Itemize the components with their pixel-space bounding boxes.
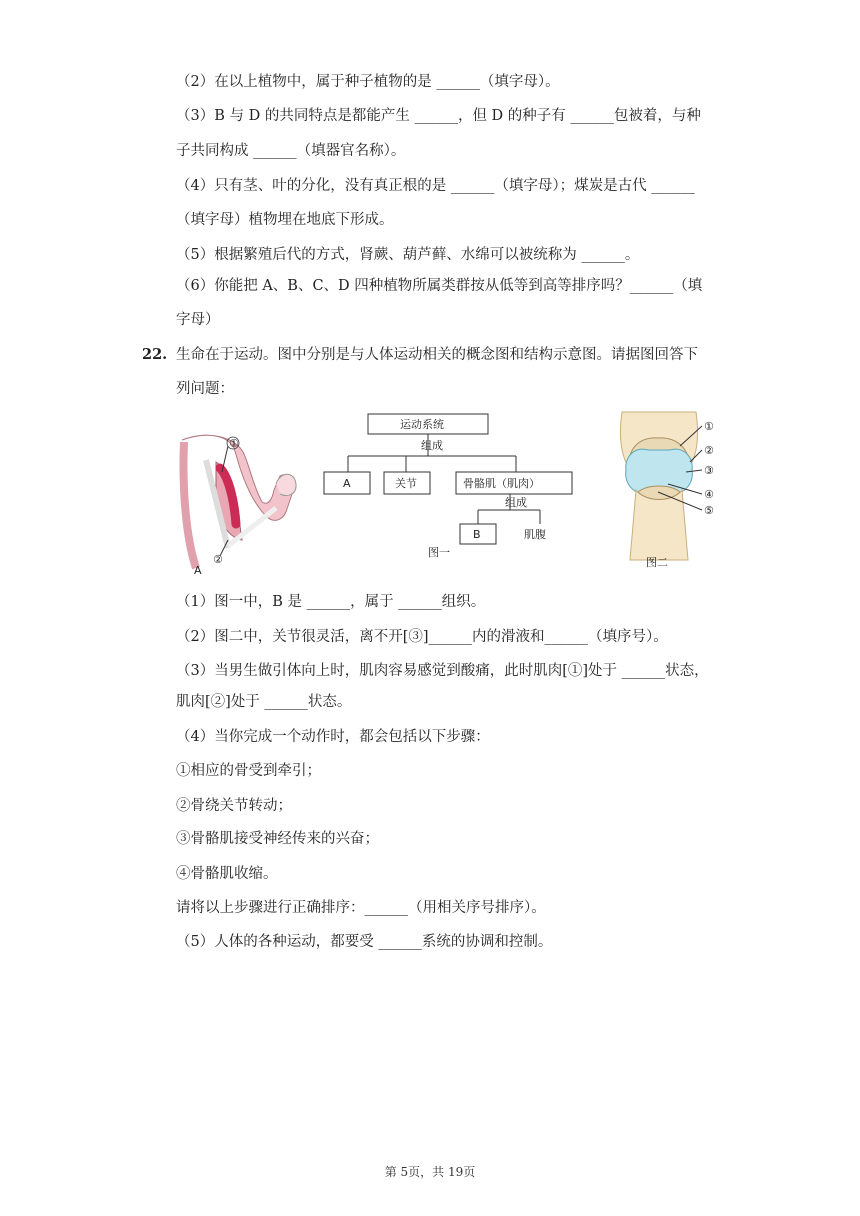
q22-line-2: （2）图二中，关节很灵活，离不开[③]______内的滑液和______（填序号）。 [176, 629, 668, 645]
node-muscle-belly: 肌腹 [524, 528, 546, 541]
q21-line-5: （5）根据繁殖后代的方式，肾蕨、葫芦藓、水绵可以被统称为 ______。 [176, 247, 640, 263]
q21-line-6a: （6）你能把 A、B、C、D 四种植物所属类群按从低等到高等排序吗？______（填 [176, 278, 703, 294]
figure-1-caption: 图一 [428, 546, 450, 559]
joint-mark-5: ⑤ [704, 504, 714, 517]
q22-step-2: ②骨绕关节转动； [176, 798, 292, 814]
q21-line-6b: 字母） [176, 312, 220, 328]
q21-line-4a: （4）只有茎、叶的分化，没有真正根的是 ______（填字母）；煤炭是古代 ______ [176, 178, 695, 194]
node-skeletal-muscle: 骨骼肌（肌肉） [463, 477, 540, 490]
q22-step-1: ①相应的骨受到牵引； [176, 763, 321, 779]
joint-mark-4: ④ [704, 488, 714, 501]
figure-1-concept-map [320, 410, 590, 560]
q22-line-1: （1）图一中，B 是 ______，属于 ______组织。 [176, 594, 486, 610]
joint-mark-2: ② [704, 444, 714, 457]
compose-label-1: 组成 [421, 439, 443, 452]
q21-line-4b: （填字母）植物埋在地底下形成。 [176, 212, 394, 228]
q22-order-line: 请将以上步骤进行正确排序：______（用相关序号排序）。 [176, 900, 546, 916]
figure-2-joint-diagram [608, 410, 724, 570]
node-B: B [473, 528, 481, 541]
figure-2-caption: 图二 [646, 556, 668, 569]
page-footer: 第 5页，共 19页 [384, 1165, 476, 1179]
q22-stem-2: 列问题： [176, 381, 234, 397]
figure-arm-diagram [176, 428, 306, 578]
arm-figure-label: A [194, 564, 202, 577]
q22-step-3: ③骨骼肌接受神经传来的兴奋； [176, 831, 379, 847]
joint-mark-3: ③ [704, 464, 714, 477]
q21-line-3a: （3）B 与 D 的共同特点是都能产生 ______，但 D 的种子有 ______包被着，与种 [176, 108, 701, 124]
arm-mark-1: ① [229, 437, 239, 450]
q22-number: 22. [142, 346, 168, 363]
q21-line-2: （2）在以上植物中，属于种子植物的是 ______（填字母）。 [176, 74, 560, 90]
q22-line-5: （5）人体的各种运动，都要受 ______系统的协调和控制。 [176, 934, 553, 950]
q22-line-4: （4）当你完成一个动作时，都会包括以下步骤： [176, 729, 490, 745]
q22-line-3b: 肌肉[②]处于 ______状态。 [176, 694, 352, 710]
q22-line-3a: （3）当男生做引体向上时，肌肉容易感觉到酸痛，此时肌肉[①]处于 ______状态， [176, 663, 709, 679]
q21-line-3b: 子共同构成 ______（填器官名称）。 [176, 143, 406, 159]
node-A: A [343, 477, 351, 490]
arm-mark-2: ② [213, 553, 223, 566]
node-movement-system: 运动系统 [400, 418, 444, 431]
compose-label-2: 组成 [505, 496, 527, 509]
joint-mark-1: ① [704, 420, 714, 433]
q22-stem-1: 生命在于运动。图中分别是与人体运动相关的概念图和结构示意图。请据图回答下 [176, 347, 698, 363]
node-joint: 关节 [395, 477, 417, 490]
q22-step-4: ④骨骼肌收缩。 [176, 866, 278, 882]
